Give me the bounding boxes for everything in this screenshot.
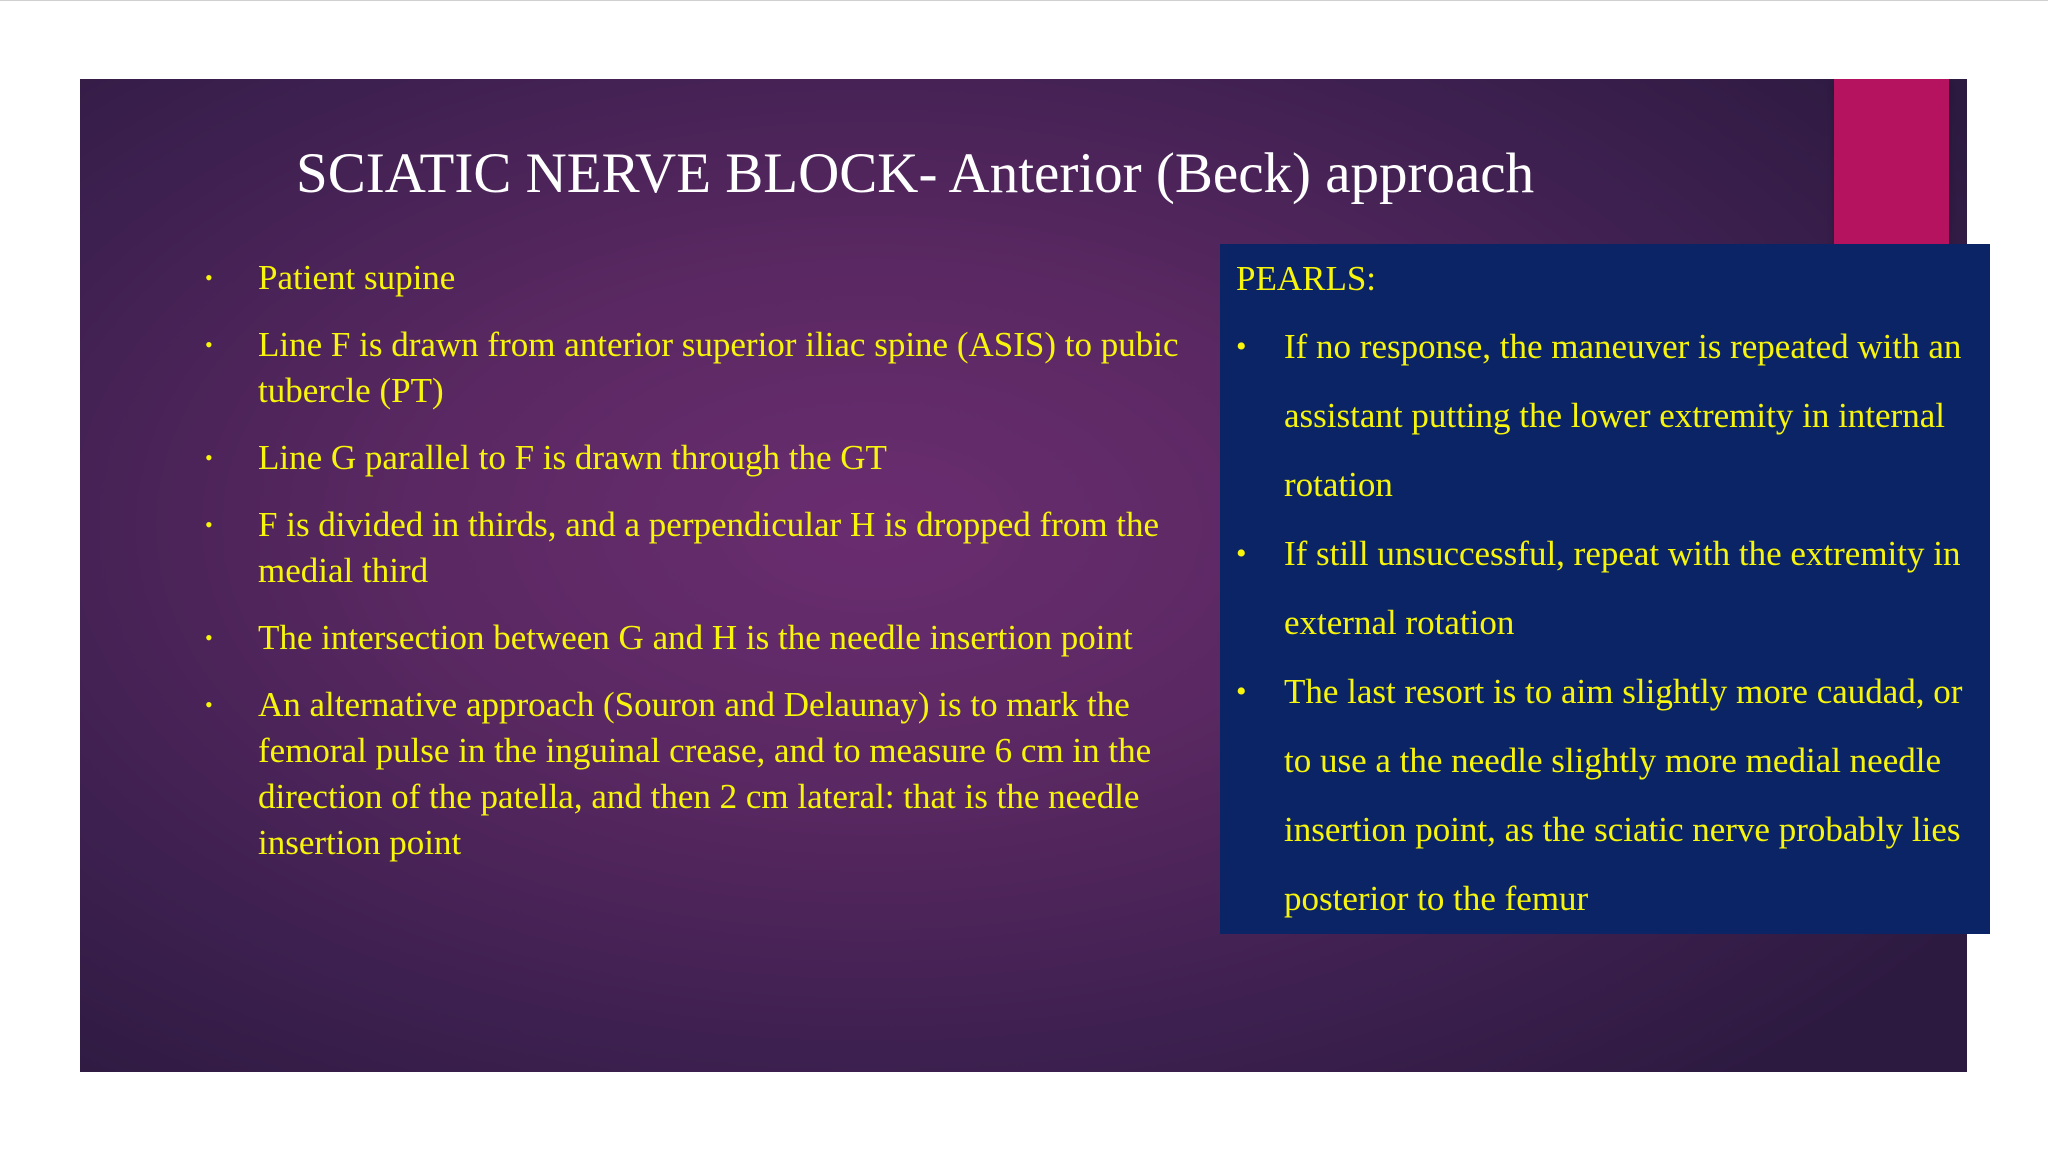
- bullet-icon: •: [205, 265, 213, 290]
- slide-title: SCIATIC NERVE BLOCK- Anterior (Beck) approach: [296, 142, 1535, 205]
- list-item-text: Line F is drawn from anterior superior iliac spine (ASIS) to pubic tubercle (PT): [258, 325, 1179, 410]
- pearls-item: [1236, 312, 1974, 519]
- bullet-icon: •: [1236, 537, 1247, 570]
- list-item: [200, 255, 1205, 301]
- list-item: [200, 435, 1205, 481]
- list-item-text: An alternative approach (Souron and Delaunay) is to mark the femoral pulse in the inguinal crease, and to measure 6 cm in the direction of the patella, and then 2 cm lateral: that is the needle insertion point: [258, 685, 1152, 862]
- pearls-item: [1236, 657, 1974, 933]
- pearls-item-text: If no response, the maneuver is repeated with an assistant putting the lower extremity in internal rotation: [1284, 327, 1962, 504]
- bullet-icon: •: [205, 332, 213, 357]
- list-item-text: Line G parallel to F is drawn through the GT: [258, 438, 887, 477]
- pearls-heading: PEARLS:: [1236, 259, 1377, 298]
- list-item: [200, 322, 1205, 414]
- pearls-item: [1236, 519, 1974, 657]
- pearls-box: [1220, 244, 1990, 934]
- bullet-icon: •: [1236, 675, 1247, 708]
- list-item-text: F is divided in thirds, and a perpendicular H is dropped from the medial third: [258, 505, 1160, 590]
- pearls-item-text: The last resort is to aim slightly more caudad, or to use a the needle slightly more medial needle insertion point, as the sciatic nerve probably lies posterior to the femur: [1284, 672, 1963, 918]
- list-item-text: The intersection between G and H is the needle insertion point: [258, 618, 1133, 657]
- bullet-icon: •: [205, 625, 213, 650]
- pearls-list: [1236, 312, 1974, 933]
- list-item: [200, 682, 1205, 866]
- bullet-icon: •: [1236, 330, 1247, 363]
- list-item: [200, 502, 1205, 594]
- list-item-text: Patient supine: [258, 258, 456, 297]
- bullet-icon: •: [205, 512, 213, 537]
- main-bullet-list: [200, 255, 1205, 887]
- bullet-icon: •: [205, 692, 213, 717]
- list-item: [200, 615, 1205, 661]
- pearls-item-text: If still unsuccessful, repeat with the extremity in external rotation: [1284, 534, 1961, 642]
- bullet-icon: •: [205, 445, 213, 470]
- top-divider: [0, 0, 2048, 1]
